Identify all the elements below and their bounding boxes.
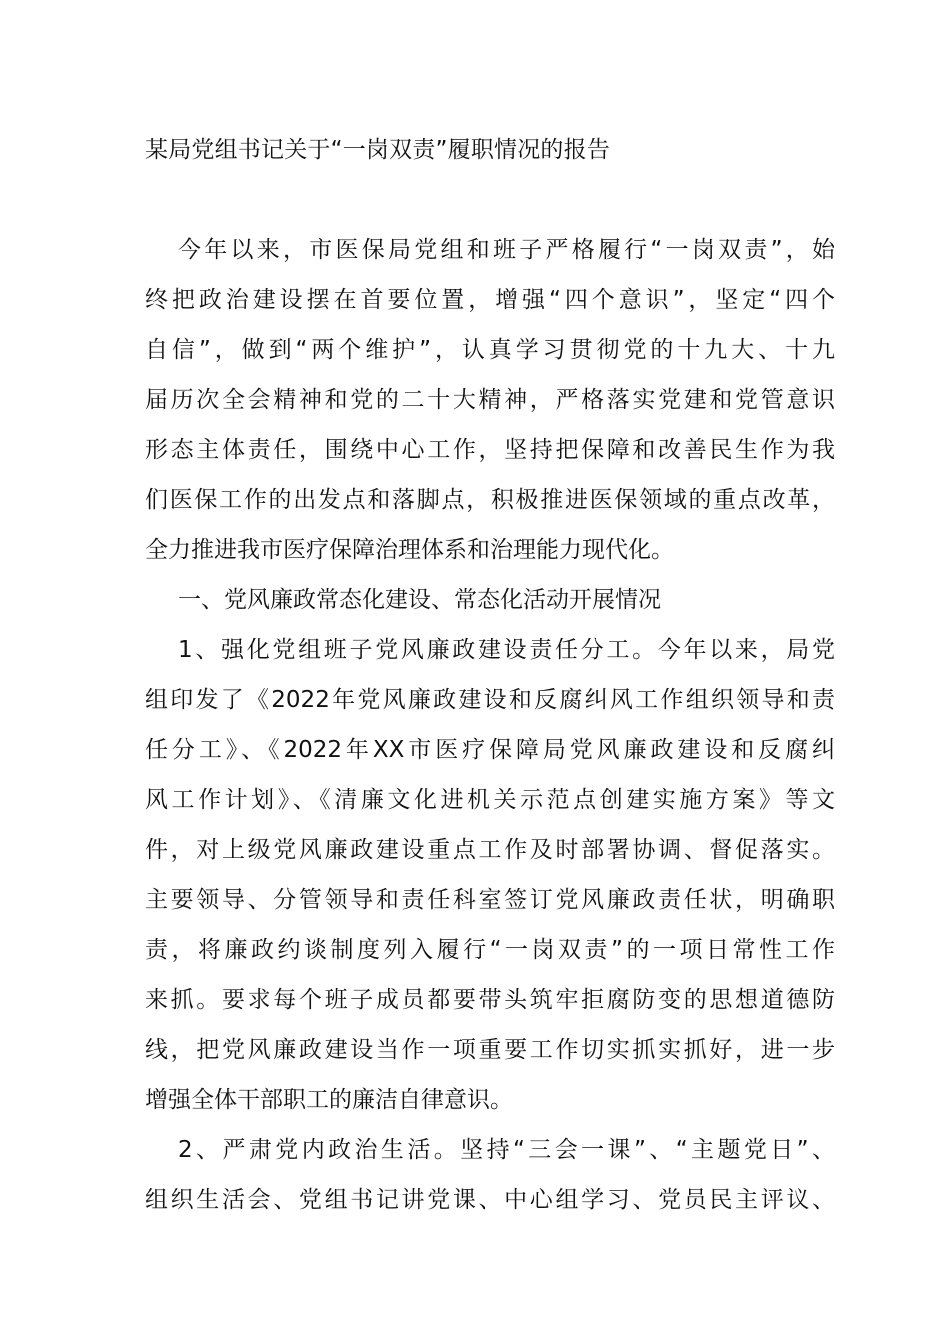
paragraph-line: 形态主体责任，围绕中心工作，坚持把保障和改善民生作为我: [145, 437, 835, 463]
paragraph-line: 主要领导、分管领导和责任科室签订党风廉政责任状，明确职: [145, 887, 835, 913]
paragraph-line: 风工作计划》、《清廉文化进机关示范点创建实施方案》等文: [145, 787, 835, 813]
paragraph-line: 2、严肃党内政治生活。坚持“三会一课”、“主题党日”、: [178, 1137, 835, 1163]
paragraph-line: 届历次全会精神和党的二十大精神，严格落实党建和党管意识: [145, 387, 835, 413]
paragraph-line: 组织生活会、党组书记讲党课、中心组学习、党员民主评议、: [145, 1187, 835, 1213]
paragraph-line: 们医保工作的出发点和落脚点，积极推进医保领域的重点改革，: [145, 487, 835, 513]
paragraph-line: 责，将廉政约谈制度列入履行“一岗双责”的一项日常性工作: [145, 937, 835, 963]
paragraph-line: 组印发了《2022年党风廉政建设和反腐纠风工作组织领导和责: [145, 687, 835, 713]
paragraph-line: 全力推进我市医疗保障治理体系和治理能力现代化。: [145, 537, 674, 563]
paragraph-line: 任分工》、《2022年XX市医疗保障局党风廉政建设和反腐纠: [145, 737, 835, 763]
paragraph-line: 线，把党风廉政建设当作一项重要工作切实抓实抓好，进一步: [145, 1037, 835, 1063]
paragraph-line: 来抓。要求每个班子成员都要带头筑牢拒腐防变的思想道德防: [145, 987, 835, 1013]
paragraph-line: 今年以来，市医保局党组和班子严格履行“一岗双责”，始: [178, 237, 835, 263]
paragraph-line: 自信”，做到“两个维护”，认真学习贯彻党的十九大、十九: [145, 337, 835, 363]
paragraph-line: 终把政治建设摆在首要位置，增强“四个意识”，坚定“四个: [145, 287, 835, 313]
section-heading: 一、党风廉政常态化建设、常态化活动开展情况: [178, 587, 661, 613]
document-title: 某局党组书记关于“一岗双责”履职情况的报告: [145, 137, 611, 163]
paragraph-line: 增强全体干部职工的廉洁自律意识。: [145, 1087, 513, 1113]
paragraph-line: 1、强化党组班子党风廉政建设责任分工。今年以来，局党: [178, 637, 835, 663]
paragraph-line: 件，对上级党风廉政建设重点工作及时部署协调、督促落实。: [145, 837, 835, 863]
